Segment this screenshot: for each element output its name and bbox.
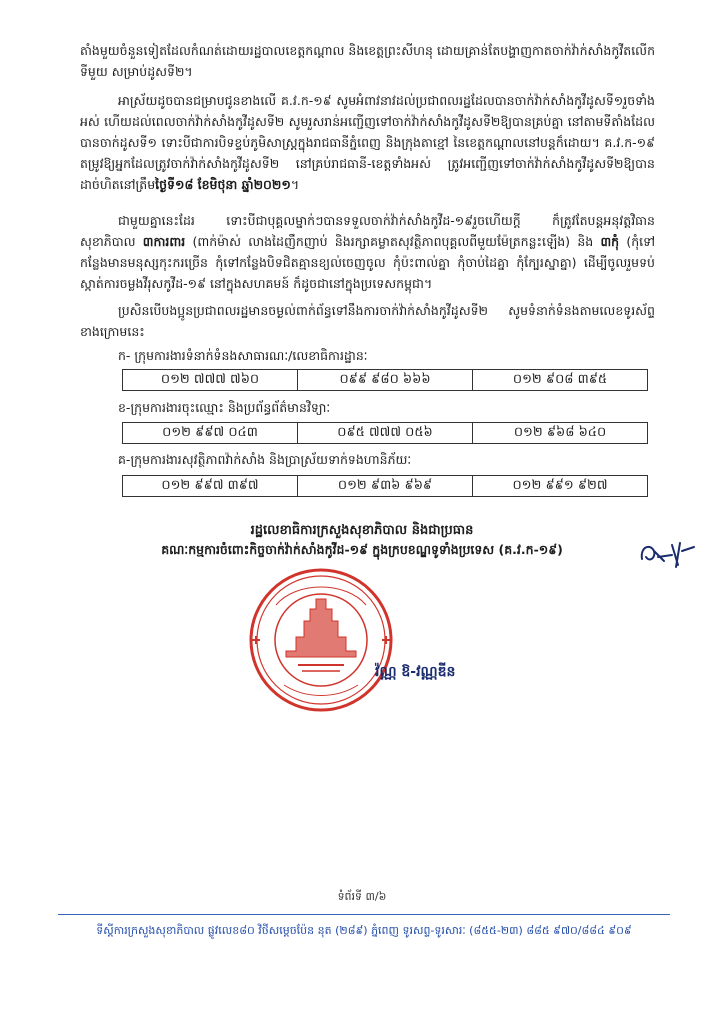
phone-number: ០១២ ៩៦៨ ៦៤០ — [473, 423, 648, 444]
phone-number: ០៩៩ ៩៨០ ៦៦៦ — [298, 370, 473, 391]
signatory-title: រដ្ឋលេខាធិការក្រសួងសុខាភិបាល និងជាប្រធាន — [250, 523, 474, 538]
paragraph-text: អាស្រ័យដូចបានជម្រាបជូនខាងលើ គ.វ.ក-១៩ សូមអំពាវនាវដល់ប្រជាពលរដ្ឋដែលបានចាក់វ៉ាក់សាំងកូវីដូសទី១រួចទាំងអស់ ហើយដល់ពេលចាក់វ៉ាក់សាំងកូវីដូសទី២ សូមរួសរាន់អញ្ជើញទៅចាក់វ៉ាក់សាំងកូវីដូសទី២ឱ្យបានគ្រប់គ្នា នៅតាមទីតាំងដែលបានចាក់ដូសទី១ ទោះបីជាការបិទខ្ទប់ភូមិសាស្រ្តក្នុងរាជធានីភ្នំពេញ និងក្រុងតាខ្មៅ នៃខេត្តកណ្ដាលនៅបន្តក៏ដោយ។ គ.វ.ក-១៩ តម្រូវឱ្យអ្នកដែលត្រូវចាក់វ៉ាក់សាំងកូវីដូសទី២ នៅគ្រប់រាជធានី-ខេត្តទាំងអស់ ត្រូវអញ្ជើញទៅចាក់វ៉ាក់សាំងកូវីដូសទី២ឱ្យបានដាច់ហិតនៅត្រឹម — [80, 93, 655, 192]
paragraph-contact-intro — [80, 300, 655, 342]
phone-number: ០១២ ៧៧៧ ៧៦០ — [123, 370, 298, 391]
paragraph-text: ។ — [290, 177, 300, 192]
phone-number: ០៩៥ ៧៧៧ ០៥៦ — [298, 423, 473, 444]
phone-number: ០១២ ៩០៨ ៣៩៥ — [473, 370, 648, 391]
contact-group-label: ក- ក្រុមការងារទំនាក់ទំនងសាធារណៈ/លេខាធិការដ្ឋានៈ — [118, 348, 368, 363]
table-row — [123, 423, 648, 444]
page-number: ទំព័រទី ៣/៦ — [337, 890, 387, 903]
phone-number: ០១២ ៩៩៧ ០៤៣ — [123, 423, 298, 444]
footer-divider — [58, 914, 670, 915]
contact-group-label: គ-ក្រុមការងារសុវត្ថិភាពវ៉ាក់សាំង និងប្រាស្រ័យទាក់ទងហានិភ័យៈ — [118, 452, 412, 467]
ministry-seal — [246, 565, 396, 715]
phone-table-registration — [122, 422, 648, 444]
phone-number: ០១២ ៩៩១ ៩២៧ — [473, 476, 648, 497]
phone-table-vaccine-safety — [122, 475, 648, 497]
signatory-name: វ៉ណ្ណ ឱ-វណ្ណឌីន — [375, 664, 456, 680]
paragraph-appeal — [80, 90, 655, 195]
table-row — [123, 370, 648, 391]
phone-table-public-relations — [122, 369, 648, 391]
deadline-date: ថ្ងៃទី១៨ ខែមិថុនា ឆ្នាំ២០២១ — [155, 177, 291, 192]
paragraph-text: (កុំទៅកន្លែងមានមនុស្សកុះករច្រើន កុំទៅកន្លែងបិទជិតគ្មានខ្យល់ចេញចូល កុំប៉ះពាល់គ្នា កុំចាប់ដៃគ្នា កុំក្បែរស្នាគ្នា) ដើម្បីចូលរួមទប់ស្កាត់ការចម្លងវីរុសកូវីដ-១៩ នៅក្នុងសហគមន៍ ក៏ដូចជានៅក្នុងប្រទេសកម្ពុជា។ — [80, 234, 655, 291]
paragraph-text: (ពាក់ម៉ាស់ លាងដៃញឹកញាប់ និងរក្សាគម្លាតសុវត្ថិភាពបុគ្គលពីមួយម៉ែត្រកន្លះឡើង) និង — [185, 234, 601, 249]
paragraph-text: តាំងមួយចំនួនទៀតដែលកំណត់ដោយរដ្ឋបាលខេត្តកណ្ដាល និងខេត្តព្រះសីហនុ ដោយគ្រាន់តែបង្ហាញកាតចាក់វ៉ាក់សាំងកូវីតលើកទីមួយ សម្រាប់ដូសទី២។ — [80, 43, 655, 79]
paragraph-text: ជាមួយគ្នានេះដែរ ទោះបីជាបុគ្គលម្នាក់ៗបានទទួលចាក់វ៉ាក់សាំងកូវីដ-១៩រួចហើយក្ដី ក៏ត្រូវតែបន្តអនុវត្តវិធានសុខាភិបាល — [80, 213, 655, 249]
footer-address: ទីស្ដីការក្រសួងសុខាភិបាល ផ្លូវលេខ៨០ វិថីសម្ដេចប៉ែន នុត (២៨៩) ភ្នំពេញ ទូរសព្ទ-ទូរសារៈ (៨៥៥-២៣) ៨៨៥ ៩៧០/៨៨៤ ៩០៩ — [96, 924, 632, 937]
table-row — [123, 476, 648, 497]
three-donts: ៣កុំ — [600, 234, 620, 249]
phone-number: ០១២ ៩៩៧ ៣៩៧ — [123, 476, 298, 497]
contact-group-label: ខ-ក្រុមការងារចុះឈ្មោះ និងប្រព័ន្ធព័ត៌មានវិទ្យាៈ — [118, 400, 331, 415]
committee-title: គណៈកម្មការចំពោះកិច្ចចាក់វ៉ាក់សាំងកូវីដ-១៩ ក្នុងក្របខណ្ឌទូទាំងប្រទេស (គ.វ.ក-១៩) — [161, 542, 563, 557]
handwritten-initials — [638, 537, 700, 571]
three-protections: ៣ការពារ — [142, 234, 186, 249]
phone-number: ០១២ ៩៣៦ ៩៦៩ — [298, 476, 473, 497]
paragraph-health-measures — [80, 210, 655, 294]
paragraph-text: ប្រសិនបើបងប្អូនប្រជាពលរដ្ឋមានចម្ងល់ពាក់ព័ន្ធទៅនឹងការចាក់វ៉ាក់សាំងកូវីដូសទី២ សូមទំនាក់ទំនងតាមលេខទូរស័ព្ទខាងក្រោមនេះ — [80, 303, 655, 339]
paragraph-intro-continued — [80, 40, 655, 82]
